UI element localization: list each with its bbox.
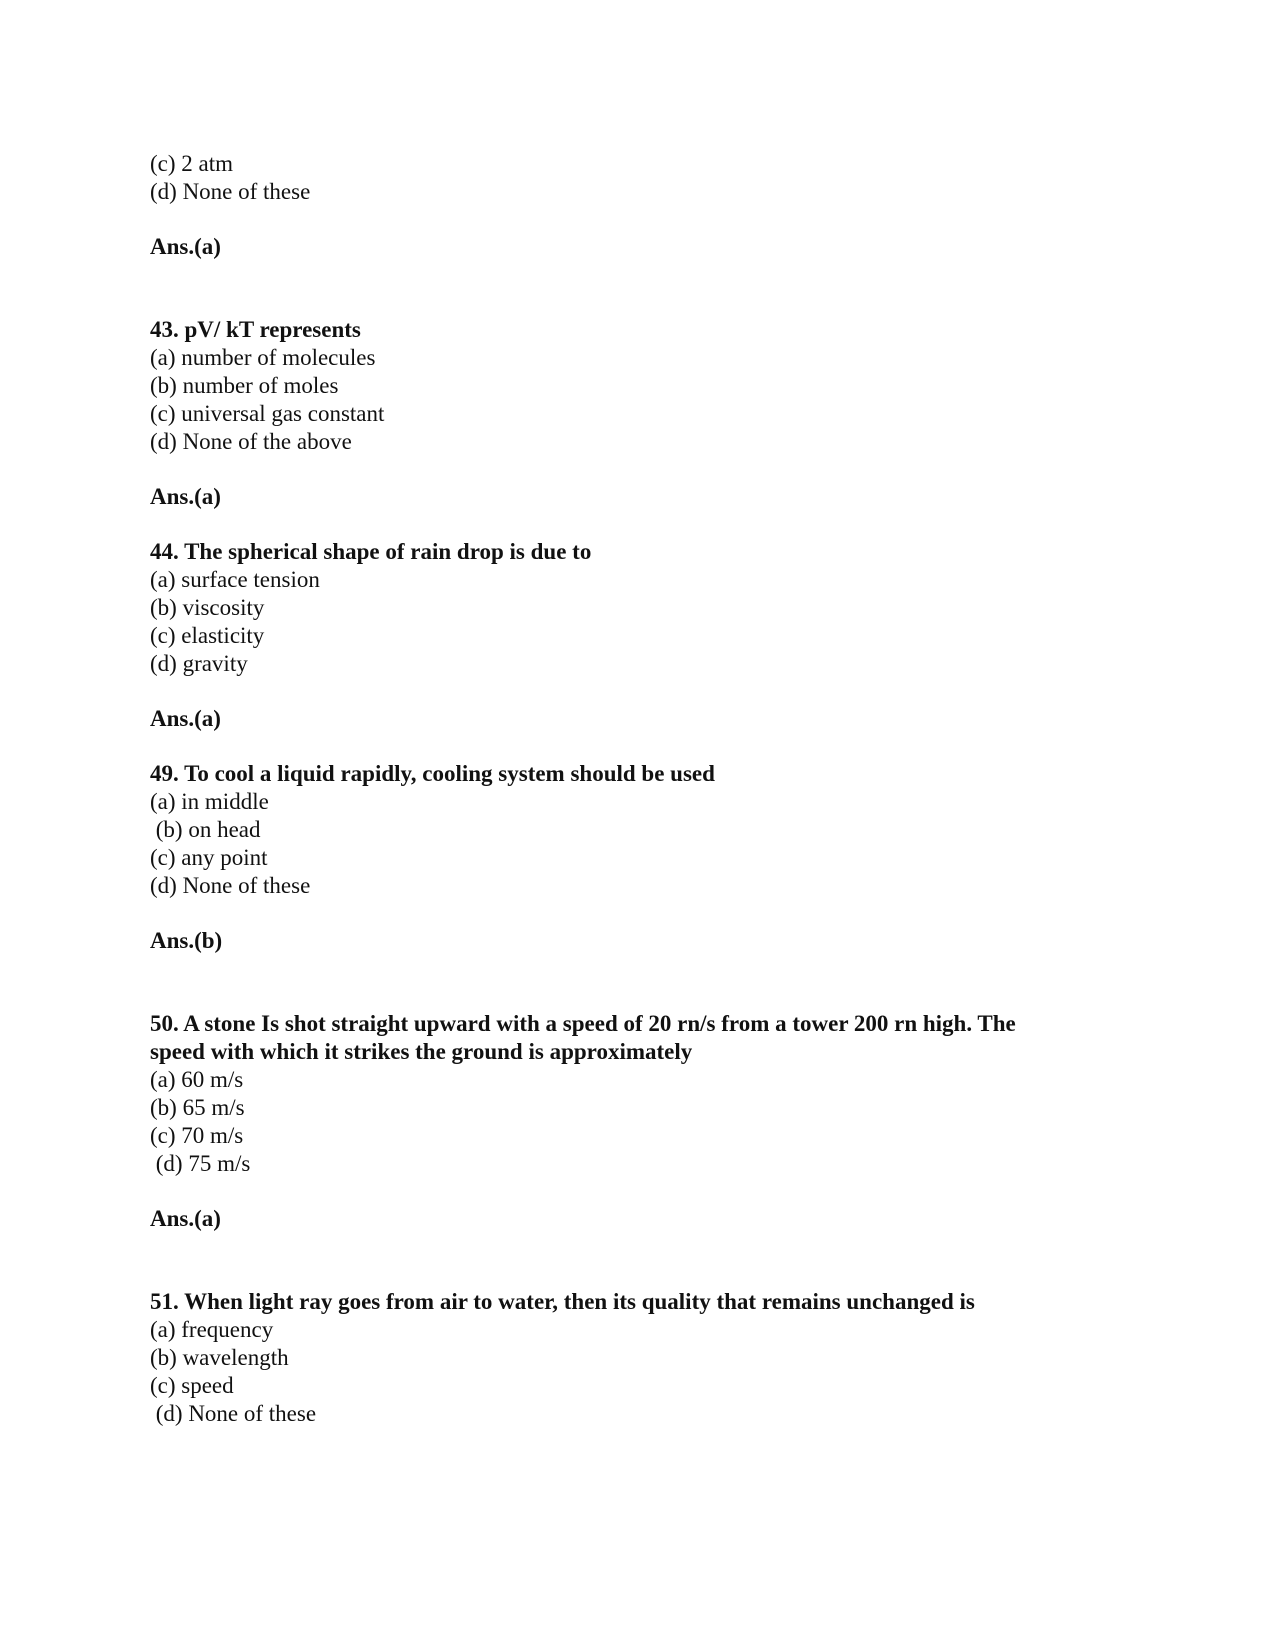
q50-option-b: (b) 65 m/s — [150, 1095, 245, 1120]
q51-option-a: (a) frequency — [150, 1317, 274, 1342]
q51-option-b: (b) wavelength — [150, 1345, 289, 1370]
question-43: 43. pV/ kT represents — [150, 317, 361, 342]
q44-option-b: (b) viscosity — [150, 595, 265, 620]
option-d-prev: (d) None of these — [150, 179, 311, 204]
q43-answer: Ans.(a) — [150, 484, 221, 509]
q50-answer: Ans.(a) — [150, 1206, 221, 1231]
q43-option-c: (c) universal gas constant — [150, 401, 385, 426]
q49-answer: Ans.(b) — [150, 928, 223, 953]
q49-option-c: (c) any point — [150, 845, 268, 870]
q50-option-d: (d) 75 m/s — [150, 1151, 251, 1176]
q43-option-b: (b) number of moles — [150, 373, 339, 398]
q43-option-a: (a) number of molecules — [150, 345, 376, 370]
q51-option-c: (c) speed — [150, 1373, 234, 1398]
q44-answer: Ans.(a) — [150, 706, 221, 731]
q50-option-a: (a) 60 m/s — [150, 1067, 244, 1092]
q49-option-d: (d) None of these — [150, 873, 311, 898]
question-49: 49. To cool a liquid rapidly, cooling system should be used — [150, 761, 715, 786]
q44-option-a: (a) surface tension — [150, 567, 320, 592]
question-44: 44. The spherical shape of rain drop is due to — [150, 539, 592, 564]
answer-prev: Ans.(a) — [150, 234, 221, 259]
q43-option-d: (d) None of the above — [150, 429, 352, 454]
option-c-prev: (c) 2 atm — [150, 151, 234, 176]
q51-option-d: (d) None of these — [150, 1401, 317, 1426]
q44-option-d: (d) gravity — [150, 651, 248, 676]
q44-option-c: (c) elasticity — [150, 623, 265, 648]
q50-option-c: (c) 70 m/s — [150, 1123, 244, 1148]
question-50-line-2: speed with which it strikes the ground is approximately — [150, 1039, 693, 1064]
question-50-line-1: 50. A stone Is shot straight upward with a speed of 20 rn/s from a tower 200 rn high. The — [150, 1011, 1016, 1036]
q49-option-b: (b) on head — [150, 817, 261, 842]
q49-option-a: (a) in middle — [150, 789, 269, 814]
question-51: 51. When light ray goes from air to water, then its quality that remains unchanged is — [150, 1289, 975, 1314]
